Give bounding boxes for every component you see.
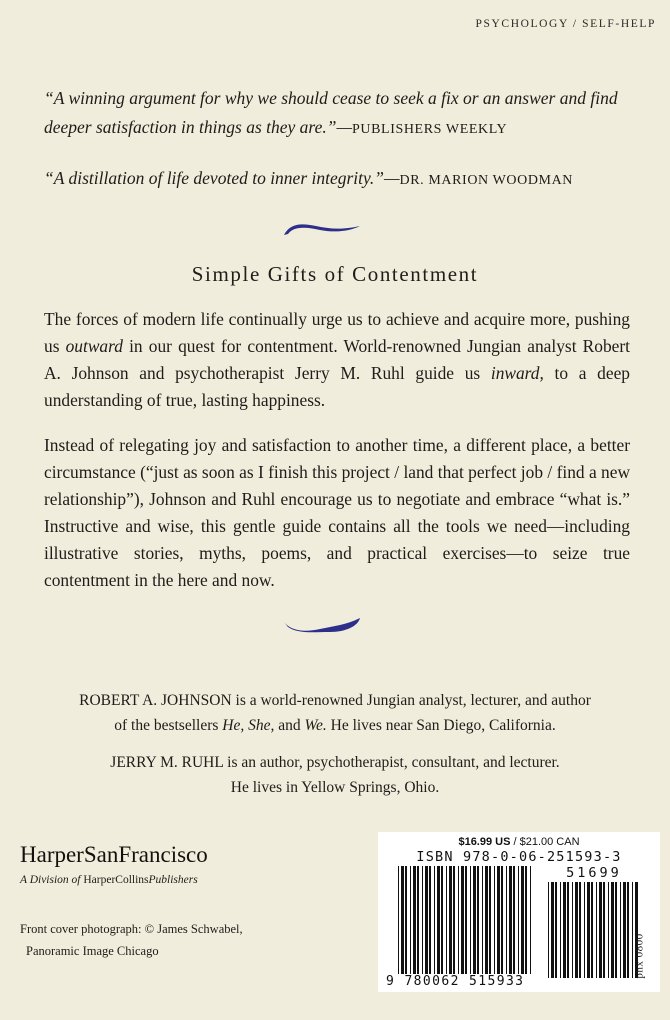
ean-digits: 9 780062 515933	[386, 974, 546, 989]
bio-text: of the bestsellers	[114, 717, 223, 734]
division-text: A Division of	[20, 874, 84, 886]
isbn-number: ISBN 978-0-06-251593-3	[416, 849, 622, 865]
author-bio-johnson	[0, 688, 670, 738]
barcode-label	[378, 832, 660, 992]
bio-line: He lives in Yellow Springs, Ohio.	[230, 779, 440, 796]
bio-line	[0, 713, 670, 738]
quote-text: “A distillation of life devoted to inner integrity.”—	[44, 168, 400, 188]
bio-line: JERRY M. RUHL is an author, psychotherapist, consultant, and lecturer.	[110, 754, 560, 771]
photo-credit: Panoramic Image Chicago	[26, 944, 159, 958]
quote-text: “A winning argument for why we should cease to seek a fix or an answer and find deeper satisfaction in things as they are.”—	[44, 88, 618, 137]
book-title: We.	[304, 717, 327, 734]
quote-attribution: DR. MARION WOODMAN	[399, 173, 574, 188]
description-paragraph-1	[44, 306, 630, 414]
publisher-division	[20, 874, 198, 886]
book-titles: He, She,	[222, 717, 275, 734]
swash-ornament-icon	[280, 612, 364, 638]
quote-attribution: PUBLISHERS WEEKLY	[352, 122, 508, 137]
bio-text: He lives near San Diego, California.	[326, 717, 556, 734]
paragraph-text: to a deep understanding of true, lasting happiness.	[44, 363, 630, 410]
swash-ornament-icon	[280, 217, 364, 243]
paragraph-text: in our quest for contentment. World-renowned Jungian analyst Robert A. Johnson and psychotherapist Jerry M. Ruhl guide us	[44, 336, 630, 383]
section-heading: Simple Gifts of Contentment	[191, 262, 479, 286]
emphasis-text: outward	[65, 336, 123, 356]
bio-text: and	[274, 717, 305, 734]
division-text: HarperCollins	[83, 874, 149, 886]
publisher-name: HarperSanFrancisco	[20, 842, 208, 867]
paragraph-text: The forces of modern life continually urge us to achieve and acquire more, pushing us	[44, 309, 630, 356]
division-text: Publishers	[148, 874, 198, 886]
review-quote-1	[44, 84, 634, 144]
print-code: phx 0800	[633, 933, 646, 979]
review-quote-2	[44, 164, 634, 195]
price-addon-code: 51699	[566, 865, 622, 881]
category-label: PSYCHOLOGY / SELF-HELP	[475, 18, 656, 30]
emphasis-text: inward,	[490, 363, 544, 383]
author-bio-ruhl	[0, 750, 670, 800]
price	[378, 836, 660, 848]
bio-line: ROBERT A. JOHNSON is a world-renowned Jungian analyst, lecturer, and author	[79, 692, 591, 709]
barcode-addon-icon	[548, 882, 640, 978]
description-paragraph-2: Instead of relegating joy and satisfaction to another time, a different place, a better circumstance (“just as soon as I finish this project / land that perfect job / find a new relationship”), Johnson and Ruhl encourage us to negotiate and embrace “what is.” Instructive and wise, this gentle guide contains all the tools we need—including illustrative stories, myths, poems, and practical exercises—to seize true contentment in the here and now.	[44, 435, 630, 590]
price-can: / $21.00 CAN	[510, 836, 580, 848]
photo-credit: Front cover photograph: © James Schwabel,	[20, 922, 243, 936]
price-us: $16.99 US	[458, 836, 511, 848]
barcode-icon	[398, 866, 535, 978]
